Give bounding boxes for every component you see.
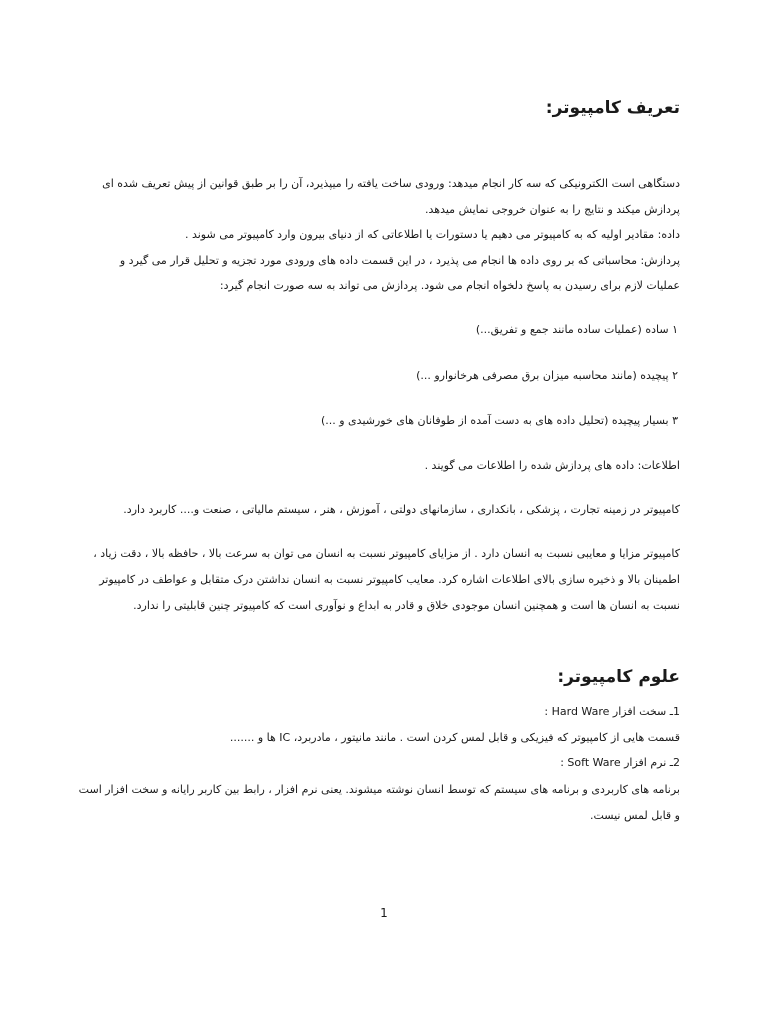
heading-computer-science: علوم کامپیوتر: (557, 667, 680, 687)
list-item: ۱ ساده (عملیات ساده مانند جمع و تفریق...) (475, 323, 678, 336)
paragraph-line: اطلاعات: داده های پردازش شده را اطلاعات می گویند . (424, 459, 680, 472)
paragraph-line: دستگاهی است الکترونیکی که سه کار انجام میدهد: ورودی ساخت یافته را میپذیرد، آن را بر طبق قوانین از پیش تعریف شده ای (102, 177, 680, 190)
paragraph-line: نسبت به انسان ها است و همچنین انسان موجودی خلاق و قادر به ابداع و نوآوری است که کامپیوتر چنین قابلیتی را ندارد. (133, 599, 680, 612)
page-number: 1 (380, 906, 388, 920)
heading-computer-definition: تعریف کامپیوتر: (545, 98, 680, 118)
paragraph-line: پردازش میکند و نتایج را به عنوان خروجی نمایش میدهد. (425, 203, 680, 216)
paragraph-line: داده: مقادیر اولیه که به کامپیوتر می دهیم یا دستورات یا اطلاعاتی که از دنیای بیرون وارد کامپیوتر می شوند . (184, 228, 680, 241)
list-item: ۳ بسیار پیچیده (تحلیل داده های به دست آمده از طوفانان های خورشیدی و ...) (320, 414, 678, 427)
paragraph-line: کامپیوتر مزایا و معایبی نسبت به انسان دارد . از مزایای کامپیوتر نسبت به انسان می توان به سرعت بالا ، حافظه بالا ، دقت زیاد ، (93, 547, 680, 560)
paragraph-line: پردازش: محاسباتی که بر روی داده ها انجام می پذیرد ، در این قسمت داده های ورودی مورد تجزیه و تحلیل قرار می گیرد و (119, 254, 680, 267)
paragraph-line: برنامه های کاربردی و برنامه های سیستم که توسط انسان نوشته میشوند. یعنی نرم افزار ، رابط بین کاربر رایانه و سخت افزار است (78, 783, 680, 796)
paragraph-line: عملیات لازم برای رسیدن به پاسخ دلخواه انجام می شود. پردازش می تواند به سه صورت انجام گیرد: (219, 279, 680, 292)
hardware-heading: 1ـ سخت افزار Hard Ware : (544, 705, 680, 718)
paragraph-line: اطمینان بالا و ذخیره سازی بالای اطلاعات اشاره کرد. معایب کامپیوتر نسبت به انسان نداشتن درک متقابل و عواطف در کامپیوتر (99, 573, 680, 586)
software-heading: 2ـ نرم افزار Soft Ware : (560, 756, 680, 769)
paragraph-line: کامپیوتر در زمینه تجارت ، پزشکی ، بانکداری ، سازمانهای دولتی ، آموزش ، هنر ، سیستم مالیاتی ، صنعت و.... کاربرد دارد. (123, 503, 680, 516)
list-item: ۲ پیچیده (مانند محاسبه میزان برق مصرفی هرخانوارو ...) (416, 369, 678, 382)
paragraph-line: و قابل لمس نیست. (589, 809, 680, 822)
paragraph-line: قسمت هایی از کامپیوتر که فیزیکی و قابل لمس کردن است . مانند مانیتور ، مادربرد، IC ها و ....... (229, 731, 680, 744)
